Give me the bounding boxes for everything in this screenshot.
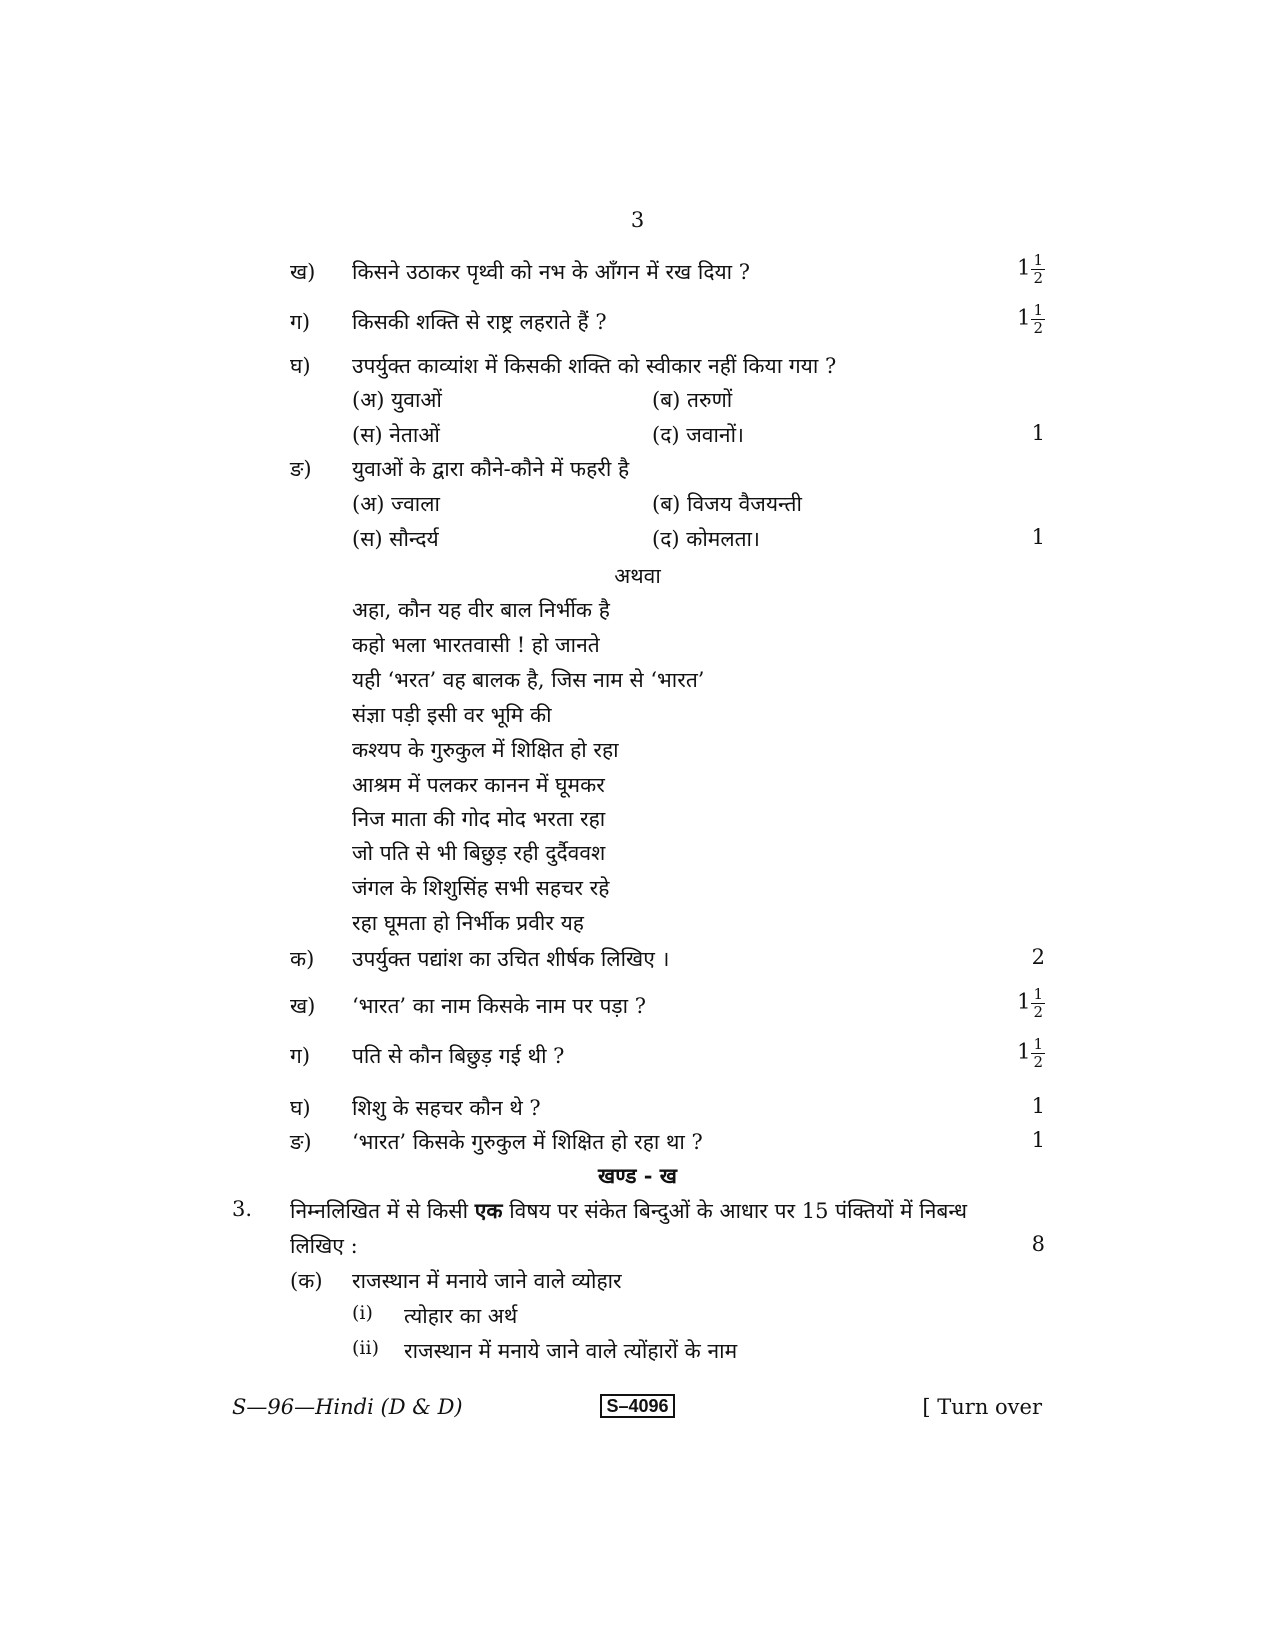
option-d: (द) कोमलता। — [652, 527, 760, 551]
poem-line: संज्ञा पड़ी इसी वर भूमि की — [352, 703, 552, 727]
fraction-numerator: 1 — [1033, 985, 1043, 1003]
option-c: (स) नेताओं — [352, 423, 440, 447]
option-b: (ब) विजय वैजयन्ती — [652, 492, 802, 516]
fraction-denominator: 2 — [1033, 318, 1043, 337]
turn-over-note: [ Turn over — [922, 1395, 1042, 1419]
options-row — [0, 386, 1275, 426]
question-number: 3. — [232, 1197, 253, 1221]
options-row — [0, 525, 1275, 565]
question-text: ‘भारत’ किसके गुरुकुल में शिक्षित हो रहा था ? — [352, 1130, 703, 1154]
essay-option — [0, 1267, 1275, 1307]
option-text: राजस्थान में मनाये जाने वाले व्योहार — [352, 1269, 622, 1293]
question-row — [0, 1197, 1275, 1237]
section-heading: खण्ड - ख — [598, 1163, 677, 1188]
fraction-numerator: 1 — [1033, 301, 1043, 319]
poem-line: जंगल के शिशुसिंह सभी सहचर रहे — [352, 876, 610, 900]
fraction-denominator: 2 — [1033, 1052, 1043, 1071]
marks-mixed-fraction — [1017, 1036, 1045, 1070]
marks: 1 — [1031, 1128, 1045, 1152]
question-text: किसकी शक्ति से राष्ट्र लहराते हैं ? — [352, 310, 607, 334]
marks: 1 — [1031, 1094, 1045, 1118]
question-row — [0, 945, 1275, 985]
fraction-denominator: 2 — [1033, 1002, 1043, 1021]
question-number: क) — [290, 947, 315, 971]
question-text-part: विषय पर संकेत बिन्दुओं के आधार पर 15 पंक्तियों में निबन्ध — [509, 1199, 968, 1223]
sub-point-text: राजस्थान में मनाये जाने वाले त्योंहारों के नाम — [404, 1339, 738, 1363]
question-row — [0, 455, 1275, 495]
poem-line: रहा घूमता हो निर्भीक प्रवीर यह — [352, 911, 584, 935]
poem-line: कहो भला भारतवासी ! हो जानते — [352, 633, 600, 657]
question-text-part: निम्नलिखित में से किसी — [290, 1199, 469, 1223]
sub-point-label: (i) — [352, 1302, 373, 1324]
question-text-line2: लिखिए : — [290, 1234, 358, 1258]
option-d: (द) जवानों। — [652, 423, 744, 447]
question-row-continued — [0, 1232, 1275, 1272]
question-text: ‘भारत’ का नाम किसके नाम पर पड़ा ? — [352, 994, 646, 1018]
question-number: ग) — [290, 1044, 311, 1068]
marks-fraction — [1031, 252, 1045, 286]
marks-whole: 1 — [1017, 1039, 1031, 1064]
question-number: ग) — [290, 310, 311, 334]
marks-fraction — [1031, 1036, 1045, 1070]
question-row — [0, 301, 1275, 348]
question-text: शिशु के सहचर कौन थे ? — [352, 1096, 541, 1120]
marks: 1 — [1031, 421, 1045, 445]
question-number: घ) — [290, 354, 311, 378]
question-text — [290, 1197, 967, 1225]
question-text: उपर्युक्त पद्यांश का उचित शीर्षक लिखिए । — [352, 947, 670, 971]
poem-line: निज माता की गोद मोद भरता रहा — [352, 807, 606, 831]
option-a: (अ) युवाओं — [352, 388, 442, 412]
marks: 8 — [1031, 1232, 1045, 1256]
marks: 2 — [1031, 945, 1045, 969]
question-text: युवाओं के द्वारा कौने-कौने में फहरी है — [352, 457, 630, 481]
poem-line: कश्यप के गुरुकुल में शिक्षित हो रहा — [352, 738, 619, 762]
marks-mixed-fraction — [1017, 252, 1045, 286]
marks-whole: 1 — [1017, 305, 1031, 330]
marks-fraction — [1031, 986, 1045, 1020]
fraction-denominator: 2 — [1033, 268, 1043, 287]
fraction-numerator: 1 — [1033, 251, 1043, 269]
question-number: ख) — [290, 994, 316, 1018]
option-a: (अ) ज्वाला — [352, 492, 440, 516]
marks: 1 — [1031, 525, 1045, 549]
poem-line: जो पति से भी बिछुड़ रही दुर्दैववश — [352, 841, 606, 865]
marks-mixed-fraction — [1017, 986, 1045, 1020]
option-c: (स) सौन्दर्य — [352, 527, 439, 551]
poem-line: यही ‘भरत’ वह बालक है, जिस नाम से ‘भारत’ — [352, 668, 705, 692]
question-row — [0, 251, 1275, 298]
footer-paper-code: S—96—Hindi (D & D) — [232, 1395, 463, 1419]
question-text-bold: एक — [474, 1198, 503, 1223]
question-text: किसने उठाकर पृथ्वी को नभ के आँगन में रख दिया ? — [352, 260, 751, 284]
essay-sub-point — [0, 1302, 1275, 1342]
question-number: ङ) — [290, 457, 312, 481]
option-label: (क) — [290, 1269, 323, 1293]
fraction-numerator: 1 — [1033, 1035, 1043, 1053]
question-number: घ) — [290, 1096, 311, 1120]
question-text: पति से कौन बिछुड़ गई थी ? — [352, 1044, 565, 1068]
question-text: उपर्युक्त काव्यांश में किसकी शक्ति को स्वीकार नहीं किया गया ? — [352, 354, 837, 378]
question-row — [0, 1035, 1275, 1082]
footer-code-wrapper — [0, 1393, 1275, 1417]
question-number: ख) — [290, 260, 316, 284]
sub-point-text: त्योहार का अर्थ — [404, 1304, 518, 1328]
footer-serial-box: S–4096 — [600, 1394, 674, 1418]
question-number: ङ) — [290, 1130, 312, 1154]
poem-line: अहा, कौन यह वीर बाल निर्भीक है — [352, 598, 610, 622]
page-number: 3 — [630, 208, 645, 232]
marks-whole: 1 — [1017, 989, 1031, 1014]
marks-whole: 1 — [1017, 255, 1031, 280]
marks-mixed-fraction — [1017, 302, 1045, 336]
sub-point-label: (ii) — [352, 1337, 379, 1359]
essay-sub-point — [0, 1337, 1275, 1377]
question-row — [0, 985, 1275, 1032]
marks-fraction — [1031, 302, 1045, 336]
option-b: (ब) तरुणों — [652, 388, 733, 412]
options-row — [0, 490, 1275, 530]
athva-divider: अथवा — [614, 564, 661, 588]
poem-line: आश्रम में पलकर कानन में घूमकर — [352, 773, 605, 797]
